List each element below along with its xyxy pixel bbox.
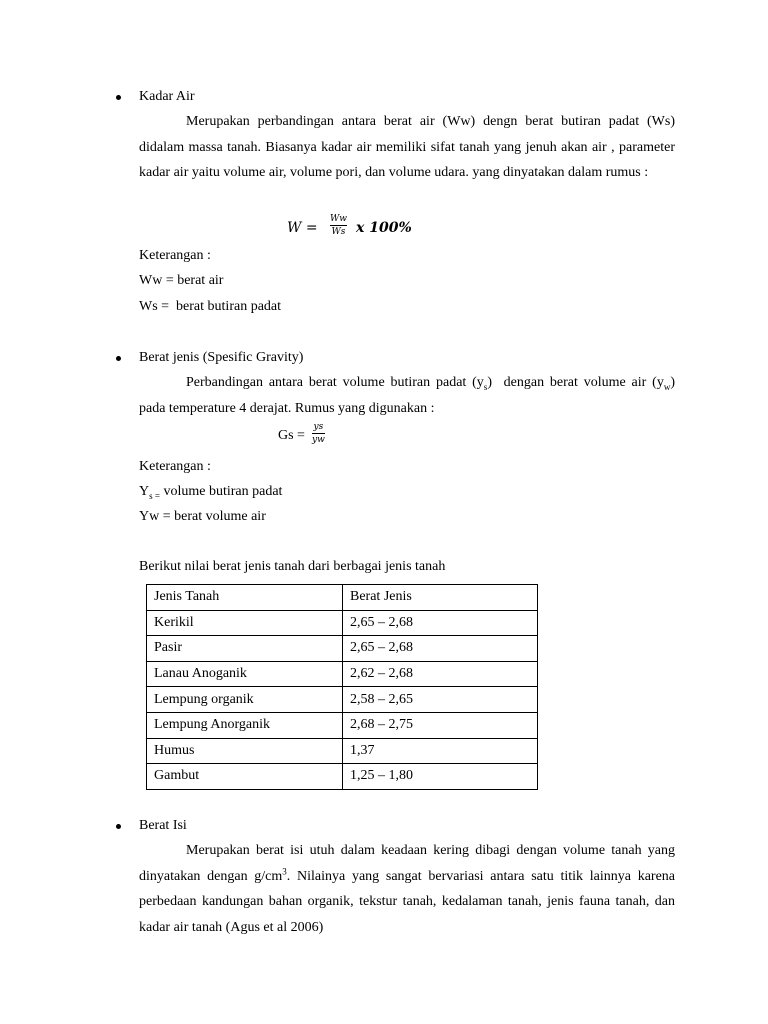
paragraph-berat-jenis-part-c: ) pada temperature 4 derajat. Rumus yang digunakan : (139, 375, 675, 416)
table-row (147, 661, 538, 687)
keterangan-berat-jenis-yw: Yw = berat volume air (139, 509, 266, 524)
table-cell: 2,68 – 2,75 (343, 712, 538, 738)
bullet-kadar-air (116, 95, 121, 100)
formula-gs-lhs: Gs = (278, 428, 305, 443)
table-cell: Lempung Anorganik (147, 712, 343, 738)
table-row (147, 738, 538, 764)
formula-gs-denominator: yw (312, 435, 325, 445)
paragraph-kadar-air (139, 109, 675, 186)
fraction-bar (312, 433, 325, 434)
table-cell: Pasir (147, 636, 343, 662)
paragraph-berat-isi-part-a: Merupakan berat isi utuh dalam keadaan kering dibagi dengan volume tanah yang dinyatakan dengan g/cm (139, 843, 675, 884)
superscript-3: 3 (282, 865, 287, 876)
table-cell: Humus (147, 738, 343, 764)
keterangan-kadar-air-ww: Ww = berat air (139, 273, 224, 288)
table-row (147, 712, 538, 738)
paragraph-berat-isi-part-b: . Nilainya yang sangat bervariasi antara satu titik lainnya karena perbedaan kandungan bahan organik, tekstur tanah, kedalaman tanah, jenis fauna tanah, dan kadar air tanah (Agus et al 2006) (139, 868, 675, 935)
table-cell: Gambut (147, 764, 343, 790)
keterangan-kadar-air-ws: Ws = berat butiran padat (139, 299, 282, 314)
table-row (147, 687, 538, 713)
table-header-cell: Berat Jenis (343, 585, 538, 611)
formula-kadar-air-rhs: x 100% (356, 220, 412, 236)
table-cell: Lempung organik (147, 687, 343, 713)
keterangan-kadar-air-label: Keterangan : (139, 248, 211, 263)
table-cell: 2,65 – 2,68 (343, 636, 538, 662)
table-header-cell: Jenis Tanah (147, 585, 343, 611)
table-cell: 1,37 (343, 738, 538, 764)
paragraph-kadar-air-text: Merupakan perbandingan antara berat air (Ww) dengn berat butiran padat (Ws) didalam massa tanah. Biasanya kadar air memiliki sifat tanah yang jenuh akan air , parameter kadar air yaitu volume air, volume pori, dan volume udara. yang dinyatakan dalam rumus : (139, 114, 675, 181)
subscript-w: w (663, 381, 671, 392)
table-cell: 2,58 – 2,65 (343, 687, 538, 713)
formula-kadar-air-numerator: Ww (330, 214, 347, 224)
berat-jenis-table (146, 584, 538, 790)
table-header-row (147, 585, 538, 611)
paragraph-berat-jenis (139, 370, 675, 421)
formula-gs-fraction (312, 422, 325, 445)
bullet-berat-isi (116, 824, 121, 829)
formula-gs-numerator: ys (313, 422, 324, 432)
table-cell: 2,65 – 2,68 (343, 610, 538, 636)
keterangan-ys-text: volume butiran padat (163, 484, 283, 499)
heading-kadar-air: Kadar Air (139, 89, 195, 104)
table-row (147, 764, 538, 790)
paragraph-berat-isi (139, 838, 675, 940)
paragraph-berat-jenis-part-b: ) dengan berat volume air (y (487, 375, 664, 390)
formula-kadar-air-lhs: W = (287, 220, 318, 236)
table-cell: 2,62 – 2,68 (343, 661, 538, 687)
table-row (147, 610, 538, 636)
keterangan-berat-jenis-label: Keterangan : (139, 459, 211, 474)
table-cell: 1,25 – 1,80 (343, 764, 538, 790)
bullet-berat-jenis (116, 356, 121, 361)
formula-kadar-air-denominator: Ws (331, 227, 346, 237)
heading-berat-jenis: Berat jenis (Spesific Gravity) (139, 350, 304, 365)
table-intro: Berikut nilai berat jenis tanah dari berbagai jenis tanah (139, 559, 446, 574)
keterangan-ys-subscript: s = (149, 490, 160, 501)
table-cell: Lanau Anoganik (147, 661, 343, 687)
table-cell: Kerikil (147, 610, 343, 636)
formula-kadar-air-fraction (330, 214, 347, 237)
keterangan-berat-jenis-ys (139, 484, 282, 500)
fraction-bar (330, 225, 347, 226)
table-row (147, 636, 538, 662)
subscript-s: s (483, 381, 488, 392)
heading-berat-isi: Berat Isi (139, 818, 187, 833)
keterangan-ys-symbol: Y (139, 484, 150, 499)
paragraph-berat-jenis-part-a: Perbandingan antara berat volume butiran padat (y (186, 375, 484, 390)
